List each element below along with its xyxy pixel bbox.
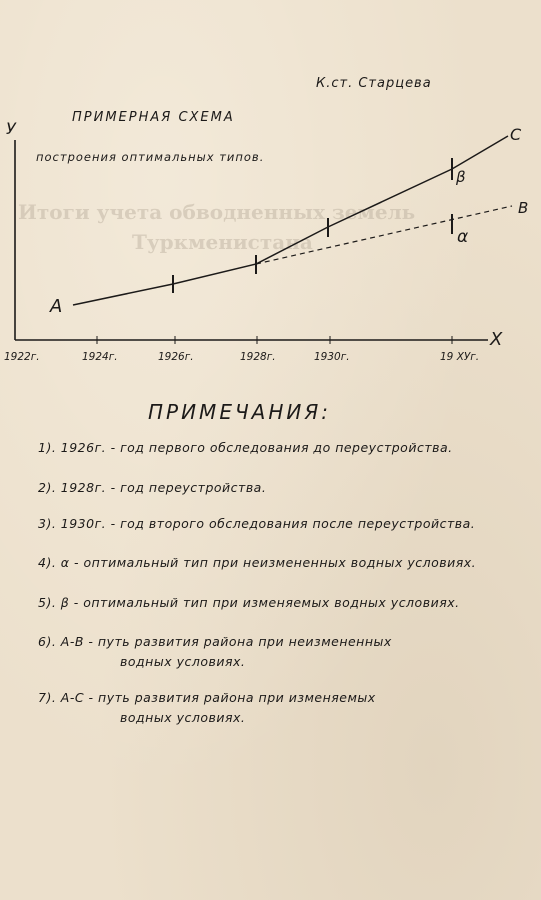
author-signature: К.ст. Старцева: [316, 76, 432, 91]
point-label-alpha: α: [457, 227, 469, 247]
note-item-7-line1: 7). А-С - путь развития района при изменяемых: [38, 690, 376, 705]
note-item-6-line2: водных условиях.: [120, 654, 246, 669]
scheme-subtitle: построения оптимальных типов.: [36, 150, 265, 164]
x-tick-label-1926: 1926г.: [158, 351, 194, 363]
y-axis-label: У: [6, 119, 16, 138]
notes-title: ПРИМЕЧАНИЯ:: [148, 400, 331, 424]
note-item-5: 5). β - оптимальный тип при изменяемых водных условиях.: [38, 595, 460, 610]
x-tick-label-1924: 1924г.: [82, 351, 118, 363]
note-item-7-line2: водных условиях.: [120, 710, 246, 725]
point-label-c: С: [510, 125, 522, 144]
path-a-c: [73, 136, 508, 305]
bleed-through-text-line2: Туркменистана: [132, 230, 313, 254]
x-tick-label-19xv: 19 ХУг.: [440, 351, 480, 363]
x-tick-label-1930: 1930г.: [314, 351, 350, 363]
point-label-b: В: [518, 199, 529, 217]
bleed-through-text-line1: Итоги учета обводненных земель: [18, 200, 416, 224]
note-item-2: 2). 1928г. - год переустройства.: [38, 480, 267, 495]
note-item-4: 4). α - оптимальный тип при неизмененных водных условиях.: [38, 555, 477, 570]
point-label-beta: β: [456, 168, 466, 186]
x-axis-label: Х: [490, 329, 503, 350]
path-a-b-dashed: [256, 206, 512, 264]
note-item-1: 1). 1926г. - год первого обследования до переустройства.: [38, 440, 453, 455]
point-label-a: А: [50, 296, 63, 317]
note-item-3: 3). 1930г. - год второго обследования после переустройства.: [38, 516, 476, 531]
note-item-6-line1: 6). А-В - путь развития района при неизмененных: [38, 634, 392, 649]
x-tick-label-1928: 1928г.: [240, 351, 276, 363]
note-item-6: [38, 632, 392, 672]
scheme-title: ПРИМЕРНАЯ СХЕМА: [72, 110, 235, 125]
note-item-7: [38, 688, 376, 728]
x-tick-label-1922: 1922г.: [4, 351, 40, 363]
